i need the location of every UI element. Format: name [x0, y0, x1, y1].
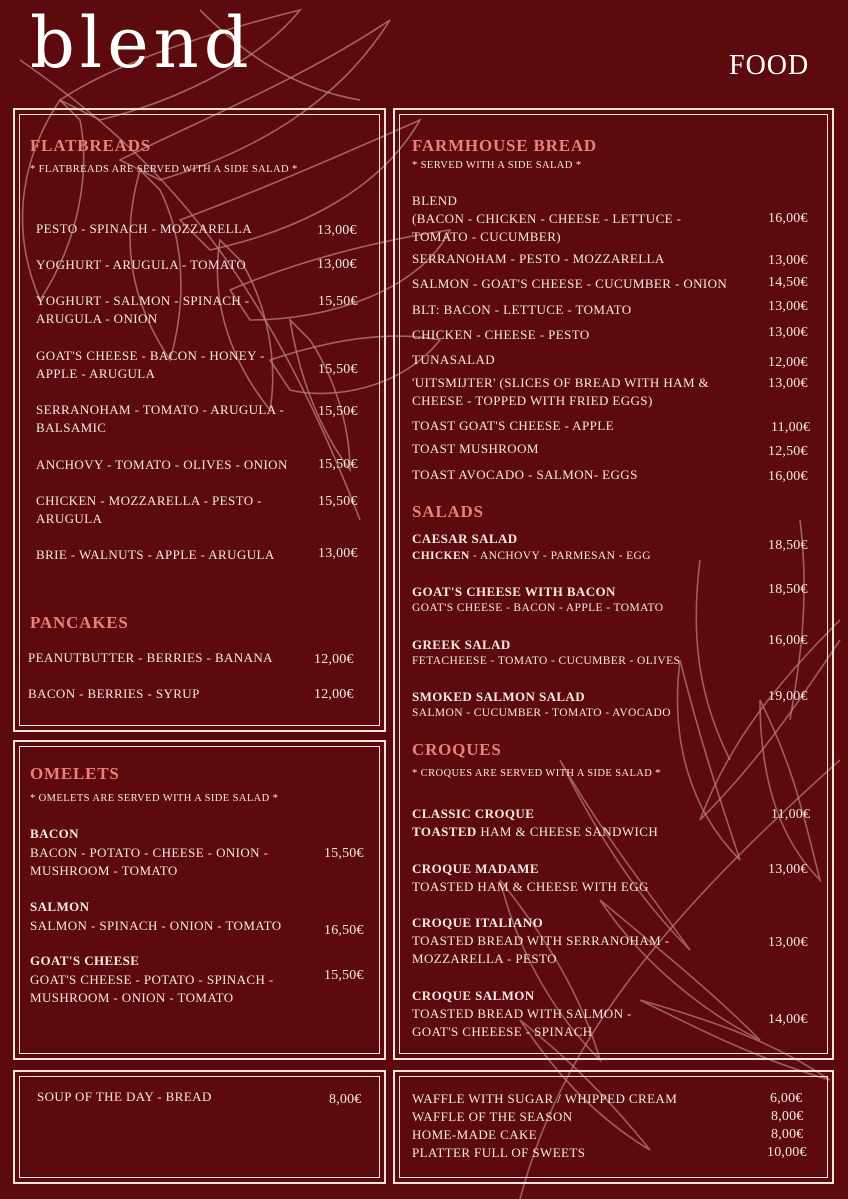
item-price: 13,00€	[768, 299, 808, 314]
item-name: CHICKEN - CHEESE - PESTO	[412, 327, 590, 342]
item-description-rest: - ANCHOVY - PARMESAN - EGG	[469, 550, 651, 562]
croques-note: * CROQUES ARE SERVED WITH A SIDE SALAD *	[412, 768, 661, 779]
item-name-line2: BALSAMIC	[36, 420, 107, 435]
item-price: 15,50€	[318, 494, 358, 509]
item-price: 16,50€	[324, 923, 364, 938]
item-price: 19,00€	[768, 689, 808, 704]
item-price: 15,50€	[318, 457, 358, 472]
item-price: 16,00€	[768, 633, 808, 648]
item-price: 12,00€	[314, 687, 354, 702]
item-price: 13,00€	[768, 935, 808, 950]
item-price: 13,00€	[317, 223, 357, 238]
item-name: YOGHURT - SALMON - SPINACH -	[36, 293, 250, 308]
item-description: FETACHEESE - TOMATO - CUCUMBER - OLIVES	[412, 655, 681, 667]
item-name: BLT: BACON - LETTUCE - TOMATO	[412, 302, 632, 317]
item-title: BACON	[30, 826, 79, 841]
item-price: 13,00€	[317, 257, 357, 272]
item-price: 15,50€	[318, 294, 358, 309]
item-price: 15,50€	[318, 404, 358, 419]
item-description-bold: TOASTED	[412, 824, 477, 839]
item-price: 18,50€	[768, 538, 808, 553]
item-name: TOAST MUSHROOM	[412, 441, 539, 456]
flatbreads-note: * FLATBREADS ARE SERVED WITH A SIDE SALAD *	[30, 164, 298, 175]
pancakes-heading: PANCAKES	[30, 613, 129, 632]
item-price: 18,50€	[768, 582, 808, 597]
omelets-heading: OMELETS	[30, 764, 120, 783]
item-title: GOAT'S CHEESE	[30, 953, 140, 968]
item-title: BLEND	[412, 193, 458, 208]
item-name: TUNASALAD	[412, 352, 496, 367]
item-name-line2: ARUGULA	[36, 511, 103, 526]
item-description-line2: TOMATO - CUCUMBER)	[412, 229, 562, 244]
item-price: 15,50€	[318, 362, 358, 377]
page-title: FOOD	[729, 50, 810, 81]
salads-heading: SALADS	[412, 502, 484, 521]
item-name: PESTO - SPINACH - MOZZARELLA	[36, 221, 253, 236]
item-name-line2: ARUGULA - ONION	[36, 311, 158, 326]
item-name: BACON - BERRIES - SYRUP	[28, 686, 200, 701]
item-description-line2: GOAT'S CHEEESE - SPINACH	[412, 1024, 593, 1039]
item-title: CROQUE ITALIANO	[412, 915, 544, 930]
item-name: CHICKEN - MOZZARELLA - PESTO -	[36, 493, 262, 508]
item-title: GREEK SALAD	[412, 637, 511, 652]
item-description: GOAT'S CHEESE - BACON - APPLE - TOMATO	[412, 602, 664, 614]
item-description: TOASTED BREAD WITH SERRANOHAM -	[412, 933, 670, 948]
omelets-note: * OMELETS ARE SERVED WITH A SIDE SALAD *	[30, 793, 279, 804]
item-title: CROQUE SALMON	[412, 988, 535, 1003]
item-name-line2: APPLE - ARUGULA	[36, 366, 156, 381]
item-name: SALMON - GOAT'S CHEESE - CUCUMBER - ONION	[412, 276, 728, 291]
item-name-line2: CHEESE - TOPPED WITH FRIED EGGS)	[412, 393, 653, 408]
item-price: 10,00€	[767, 1145, 807, 1160]
item-title: SALMON	[30, 899, 90, 914]
croques-heading: CROQUES	[412, 740, 502, 759]
item-description-line2: MOZZARELLA - PESTO	[412, 951, 557, 966]
item-description: TOASTED BREAD WITH SALMON -	[412, 1006, 632, 1021]
item-price: 13,00€	[768, 376, 808, 391]
flatbreads-heading: FLATBREADS	[30, 136, 152, 155]
item-name: TOAST AVOCADO - SALMON- EGGS	[412, 467, 638, 482]
item-price: 15,50€	[324, 846, 364, 861]
item-title: GOAT'S CHEESE WITH BACON	[412, 584, 616, 599]
farmhouse-heading: FARMHOUSE BREAD	[412, 136, 597, 155]
item-description-line2: MUSHROOM - ONION - TOMATO	[30, 990, 234, 1005]
item-description: SALMON - CUCUMBER - TOMATO - AVOCADO	[412, 707, 671, 719]
item-price: 13,00€	[768, 253, 808, 268]
item-name: WAFFLE WITH SUGAR / WHIPPED CREAM	[412, 1091, 678, 1106]
item-price: 13,00€	[768, 862, 808, 877]
item-name: SERRANOHAM - PESTO - MOZZARELLA	[412, 251, 665, 266]
soup-item: SOUP OF THE DAY - BREAD	[37, 1089, 212, 1104]
item-title: CLASSIC CROQUE	[412, 806, 535, 821]
item-price: 11,00€	[771, 807, 811, 822]
item-description-line2: MUSHROOM - TOMATO	[30, 863, 178, 878]
item-description: BACON - POTATO - CHEESE - ONION -	[30, 845, 269, 860]
item-name: PLATTER FULL OF SWEETS	[412, 1145, 586, 1160]
item-description	[412, 823, 658, 841]
item-price: 6,00€	[770, 1091, 803, 1106]
item-price: 12,00€	[314, 652, 354, 667]
brand-logo: blend	[30, 2, 254, 84]
item-name: 'UITSMIJTER' (SLICES OF BREAD WITH HAM &	[412, 375, 710, 390]
item-price: 16,00€	[768, 469, 808, 484]
item-price: 13,00€	[768, 325, 808, 340]
item-price: 13,00€	[318, 546, 358, 561]
item-title: SMOKED SALMON SALAD	[412, 689, 586, 704]
item-name: SERRANOHAM - TOMATO - ARUGULA -	[36, 402, 285, 417]
item-title: CAESAR SALAD	[412, 531, 518, 546]
farmhouse-note: * SERVED WITH A SIDE SALAD *	[412, 160, 582, 171]
item-name: GOAT'S CHEESE - BACON - HONEY -	[36, 348, 265, 363]
item-price: 8,00€	[771, 1127, 804, 1142]
item-name: ANCHOVY - TOMATO - OLIVES - ONION	[36, 457, 288, 472]
item-price: 12,50€	[768, 444, 808, 459]
item-name: YOGHURT - ARUGULA - TOMATO	[36, 257, 247, 272]
item-name: HOME-MADE CAKE	[412, 1127, 538, 1142]
item-description	[412, 548, 651, 564]
item-title: CROQUE MADAME	[412, 861, 539, 876]
item-name: BRIE - WALNUTS - APPLE - ARUGULA	[36, 547, 275, 562]
item-price: 14,00€	[768, 1012, 808, 1027]
item-price: 14,50€	[768, 275, 808, 290]
item-price: 15,50€	[324, 968, 364, 983]
item-price: 8,00€	[771, 1109, 804, 1124]
item-description: TOASTED HAM & CHEESE WITH EGG	[412, 879, 649, 894]
item-description-rest: HAM & CHEESE SANDWICH	[476, 824, 659, 839]
item-name: WAFFLE OF THE SEASON	[412, 1109, 573, 1124]
item-description-bold: CHICKEN	[412, 550, 470, 562]
item-name: TOAST GOAT'S CHEESE - APPLE	[412, 418, 614, 433]
item-description: (BACON - CHICKEN - CHEESE - LETTUCE -	[412, 211, 682, 226]
item-name: PEANUTBUTTER - BERRIES - BANANA	[28, 650, 273, 665]
soup-price: 8,00€	[329, 1092, 362, 1107]
item-description: GOAT'S CHEESE - POTATO - SPINACH -	[30, 972, 274, 987]
item-description: SALMON - SPINACH - ONION - TOMATO	[30, 918, 282, 933]
item-price: 12,00€	[768, 355, 808, 370]
item-price: 11,00€	[771, 420, 811, 435]
item-price: 16,00€	[768, 211, 808, 226]
